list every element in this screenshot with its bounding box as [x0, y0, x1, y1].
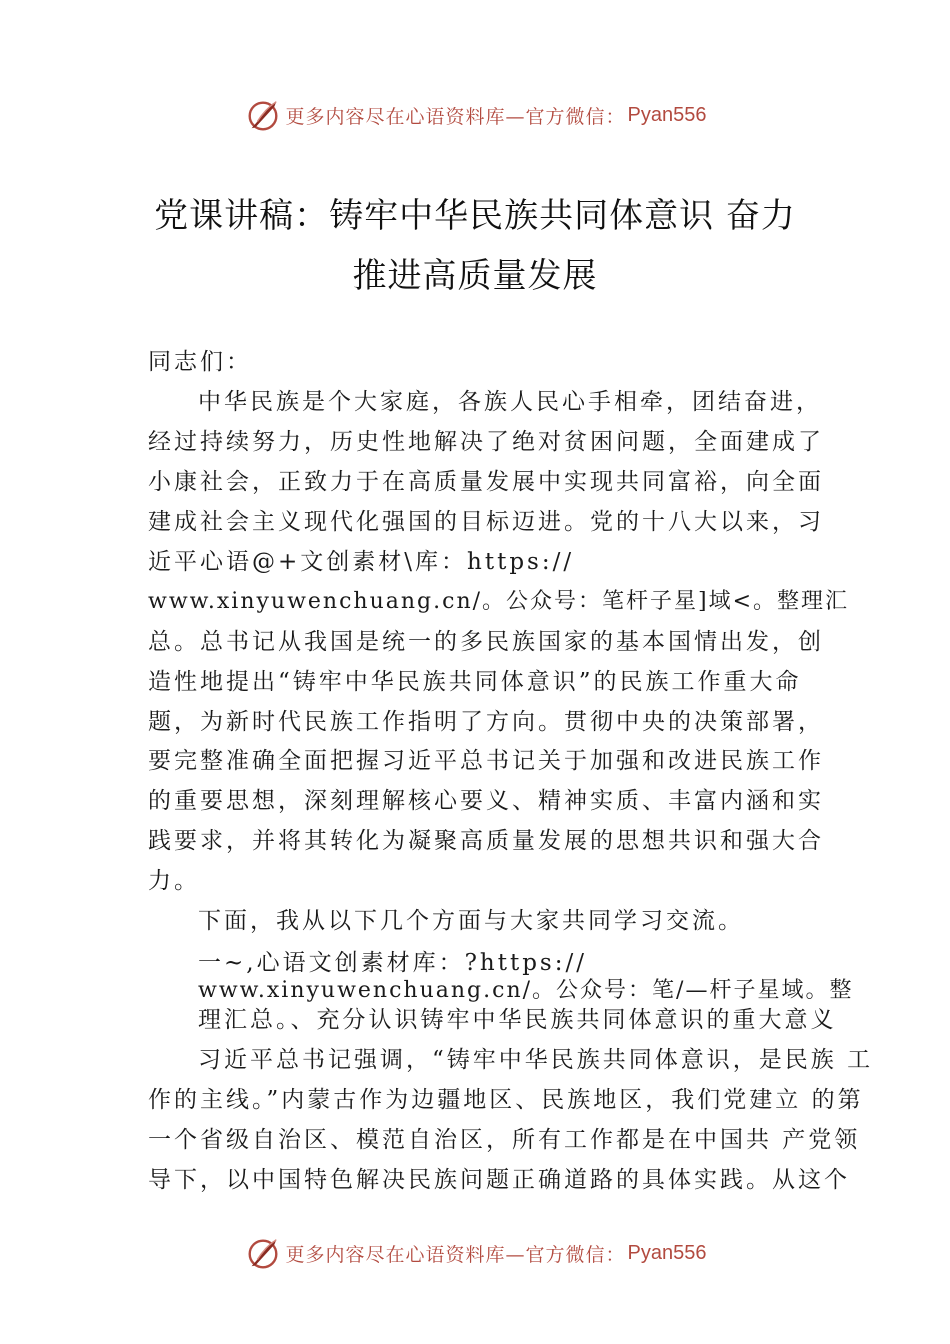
body-line: 近平心语@+文创素材\库：https:// — [148, 549, 575, 575]
section-heading-line: 一~,心语文创素材库：?https:// — [198, 950, 587, 976]
quill-logo-icon — [244, 96, 282, 134]
body-line: www.xinyuwenchuang.cn/。公众号：笔杆子星]域<。整理汇 — [148, 589, 850, 614]
body-line: 下面，我从以下几个方面与大家共同学习交流。 — [198, 908, 744, 934]
quill-logo-icon — [244, 1234, 282, 1272]
watermark-banner-top — [0, 95, 950, 135]
body-line: 总。总书记从我国是统一的多民族国家的基本国情出发，创 — [148, 629, 824, 655]
watermark-wechat-id: Pyan556 — [627, 103, 707, 126]
body-line: 力。 — [148, 868, 200, 894]
salutation: 同志们： — [148, 349, 252, 375]
body-line: 造性地提出“铸牢中华民族共同体意识”的民族工作重大命 — [148, 669, 802, 695]
body-line: 建成社会主义现代化强国的目标迈进。党的十八大以来，习 — [148, 509, 824, 535]
body-line: 中华民族是个大家庭，各族人民心手相牵，团结奋进， — [198, 389, 822, 415]
document-title-line-2: 推进高质量发展 — [352, 256, 598, 296]
body-line: 导下，以中国特色解决民族问题正确道路的具体实践。从这个 — [148, 1167, 850, 1193]
body-line: 践要求，并将其转化为凝聚高质量发展的思想共识和强大合 — [148, 828, 824, 854]
section-heading-line: 理汇总。、充分认识铸牢中华民族共同体意识的重大意义 — [198, 1007, 837, 1033]
body-line: 作的主线。”内蒙古作为边疆地区、民族地区，我们党建立 的第 — [148, 1087, 864, 1113]
body-line: 的重要思想，深刻理解核心要义、精神实质、丰富内涵和实 — [148, 788, 824, 814]
watermark-text: 更多内容尽在心语资料库—官方微信： — [285, 105, 626, 128]
body-line: 小康社会，正致力于在高质量发展中实现共同富裕，向全面 — [148, 469, 824, 495]
body-line: 经过持续努力，历史性地解决了绝对贫困问题，全面建成了 — [148, 429, 824, 455]
body-line: 要完整准确全面把握习近平总书记关于加强和改进民族工作 — [148, 748, 824, 774]
body-line: 习近平总书记强调，“铸牢中华民族共同体意识，是民族 工 — [198, 1047, 874, 1073]
watermark-text: 更多内容尽在心语资料库—官方微信： — [285, 1243, 626, 1266]
watermark-wechat-id: Pyan556 — [627, 1241, 707, 1264]
body-line: 一个省级自治区、模范自治区，所有工作都是在中国共 产党领 — [148, 1127, 861, 1153]
body-line: 题，为新时代民族工作指明了方向。贯彻中央的决策部署， — [148, 709, 824, 735]
document-title-line-1: 党课讲稿：铸牢中华民族共同体意识 奋力 — [154, 196, 796, 236]
watermark-banner-bottom — [0, 1233, 950, 1273]
section-heading-line: www.xinyuwenchuang.cn/。公众号：笔/—杆子星域。整 — [198, 978, 854, 1003]
